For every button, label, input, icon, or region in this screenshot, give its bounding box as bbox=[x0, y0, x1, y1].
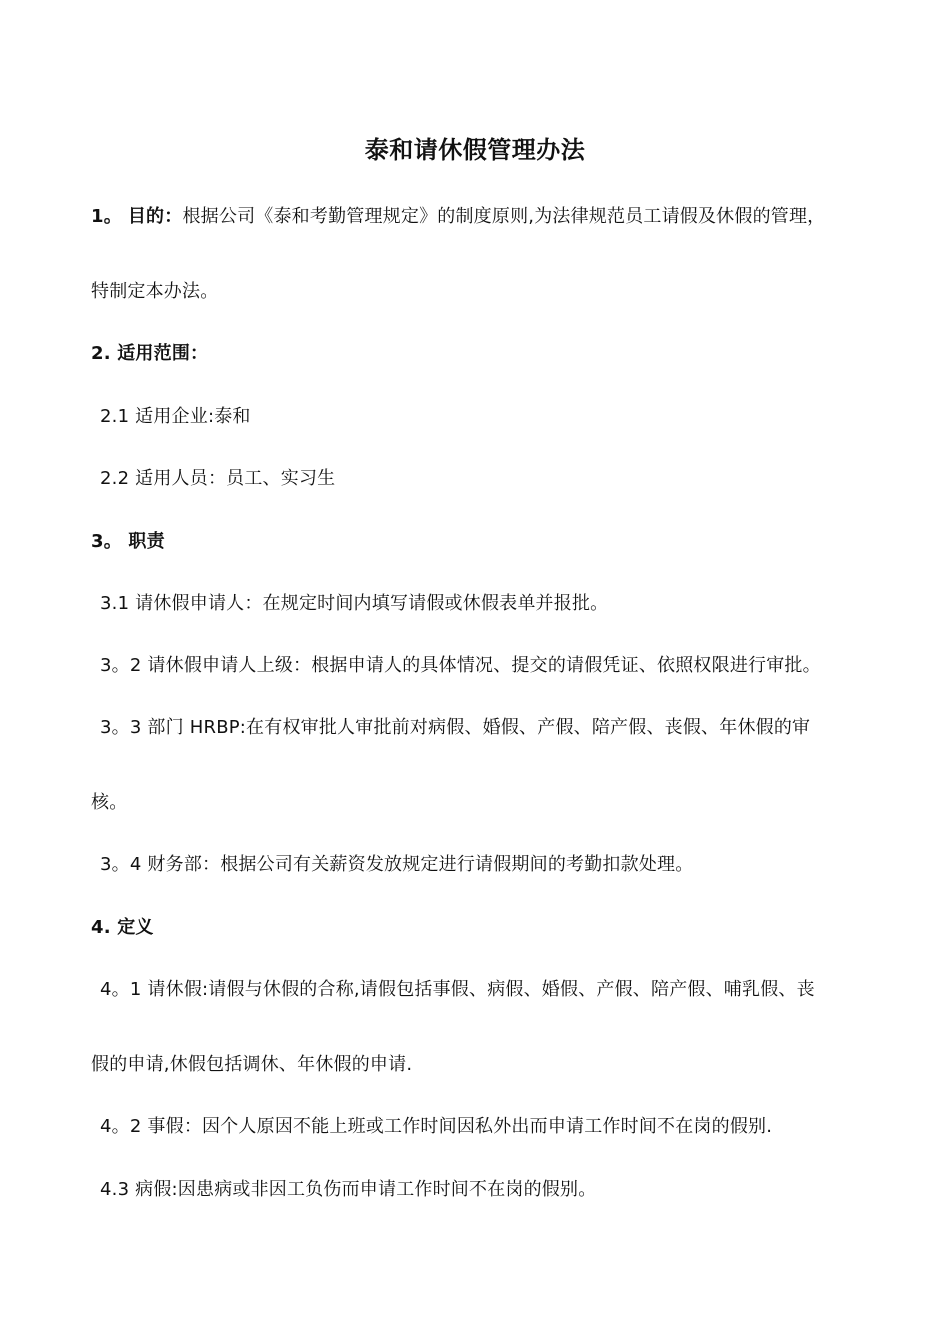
section-3-heading: 3。 职责 bbox=[91, 531, 165, 552]
section-1-line-1 bbox=[91, 203, 825, 231]
section-3-item: 3。4 财务部：根据公司有关薪资发放规定进行请假期间的考勤扣款处理。 bbox=[100, 854, 694, 875]
section-4-item: 4。1 请休假:请假与休假的合称,请假包括事假、病假、婚假、产假、陪产假、哺乳假、丧 bbox=[100, 979, 815, 1000]
section-3-item: 3。2 请休假申请人上级：根据申请人的具体情况、提交的请假凭证、依照权限进行审批。 bbox=[100, 655, 821, 676]
section-4-item: 4。2 事假：因个人原因不能上班或工作时间因私外出而申请工作时间不在岗的假别. bbox=[100, 1116, 773, 1137]
document-title: 泰和请休假管理办法 bbox=[364, 136, 586, 164]
section-4-item: 4.3 病假:因患病或非因工负伤而申请工作时间不在岗的假别。 bbox=[100, 1179, 597, 1200]
section-1-line-2: 特制定本办法。 bbox=[91, 281, 219, 302]
section-1-label: 目的： bbox=[127, 206, 183, 227]
section-4-heading: 4. 定义 bbox=[91, 917, 154, 938]
section-4-item-continuation: 假的申请,休假包括调休、年休假的申请. bbox=[91, 1054, 413, 1075]
section-2-heading: 2. 适用范围： bbox=[91, 343, 209, 364]
section-1-number: 1。 bbox=[91, 206, 122, 227]
section-3-item: 3.1 请休假申请人：在规定时间内填写请假或休假表单并报批。 bbox=[100, 593, 609, 614]
section-1-text: 根据公司《泰和考勤管理规定》的制度原则,为法律规范员工请假及休假的管理， bbox=[182, 206, 826, 227]
section-3-item: 3。3 部门 HRBP:在有权审批人审批前对病假、婚假、产假、陪产假、丧假、年休假的审 bbox=[100, 717, 811, 738]
section-3-item-continuation: 核。 bbox=[91, 792, 128, 813]
section-2-item: 2.2 适用人员：员工、实习生 bbox=[100, 468, 336, 489]
section-2-item: 2.1 适用企业:泰和 bbox=[100, 406, 251, 427]
